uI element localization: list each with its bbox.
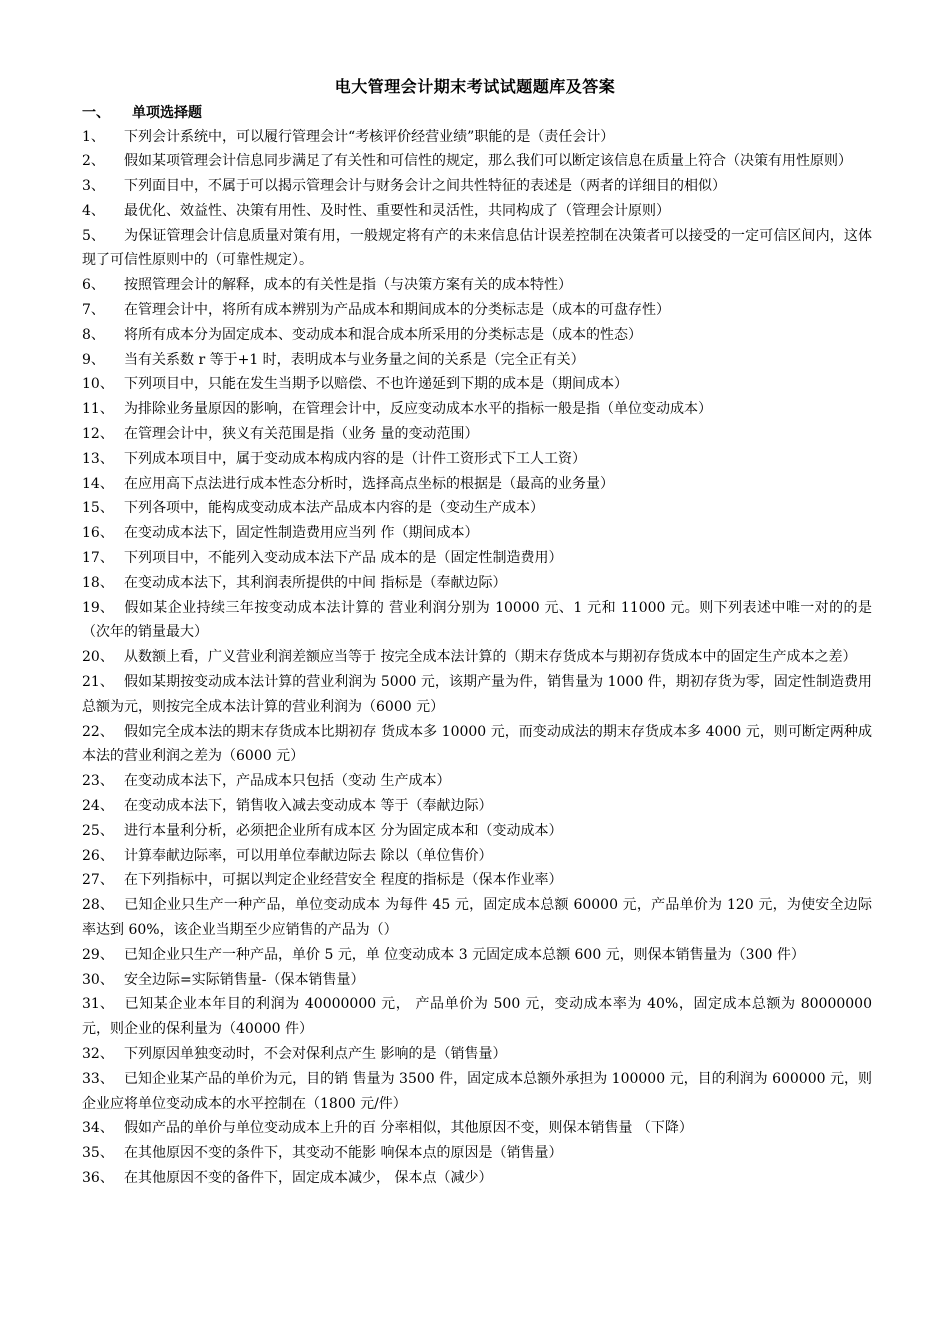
question-number: 15、 (82, 500, 114, 517)
question-item (82, 819, 872, 844)
question-item (82, 844, 872, 869)
question-item (82, 372, 872, 397)
question-item (82, 447, 872, 472)
section-number: 一、 (82, 105, 110, 121)
question-item (82, 397, 872, 422)
question-item (82, 1141, 872, 1166)
question-text: 安全边际=实际销售量-（保本销售量） (124, 971, 365, 988)
question-number: 17、 (82, 550, 114, 567)
question-text: 下列项目中，不能列入变动成本法下产品 成本的是（固定性制造费用） (124, 550, 563, 567)
question-text: 已知企业某产品的单价为元，目的销 售量为 3500 件，固定成本总额外承担为 100000 元，目的利润为 600000 元，则企业应将单位变动成本的水平控制在（1800 元/件） (82, 1070, 872, 1112)
question-text: 按照管理会计的解释，成本的有关性是指（与决策方案有关的成本特性） (124, 277, 572, 294)
question-text: 在变动成本法下，销售收入减去变动成本 等于（奉献边际） (124, 798, 493, 815)
question-number: 10、 (82, 376, 114, 393)
question-text: 在下列指标中，可据以判定企业经营安全 程度的指标是（保本作业率） (124, 872, 563, 889)
question-item (82, 298, 872, 323)
question-number: 27、 (82, 872, 114, 889)
question-text: 下列会计系统中，可以履行管理会计“考核评价经营业绩”职能的是（责任会计） (124, 128, 615, 145)
question-text: 计算奉献边际率，可以用单位奉献边际去 除以（单位售价） (124, 847, 493, 864)
question-text: 假如产品的单价与单位变动成本上升的百 分率相似，其他原因不变，则保本销售量 （下降） (124, 1120, 693, 1137)
question-item (82, 323, 872, 348)
question-text: 当有关系数 r 等于+1 时，表明成本与业务量之间的关系是（完全正有关） (124, 351, 585, 368)
question-text: 下列原因单独变动时，不会对保利点产生 影响的是（销售量） (124, 1045, 507, 1062)
question-number: 24、 (82, 798, 114, 815)
question-number: 12、 (82, 426, 114, 443)
question-item (82, 149, 872, 174)
question-text: 最优化、效益性、决策有用性、及时性、重要性和灵活性，共同构成了（管理会计原则） (124, 202, 670, 219)
question-item (82, 422, 872, 447)
question-text: 下列项目中，只能在发生当期予以赔偿、不也许递延到下期的成本是（期间成本） (124, 376, 628, 393)
question-item (82, 645, 872, 670)
question-text: 在管理会计中，将所有成本辨别为产品成本和期间成本的分类标志是（成本的可盘存性） (124, 302, 670, 319)
question-number: 26、 (82, 847, 114, 864)
question-text: 在其他原因不变的备件下，固定成本减少， 保本点（减少） (124, 1169, 493, 1186)
question-number: 23、 (82, 773, 114, 790)
question-text: 进行本量利分析，必须把企业所有成本区 分为固定成本和（变动成本） (124, 822, 563, 839)
question-item (82, 868, 872, 893)
question-item (82, 1116, 872, 1141)
question-text: 在变动成本法下，固定性制造费用应当列 作（期间成本） (124, 525, 479, 542)
document-title: 电大管理会计期末考试试题题库及答案 (334, 77, 616, 96)
question-item (82, 596, 872, 646)
question-text: 假如某期按变动成本法计算的营业利润为 5000 元，该期产量为件，销售量为 1000 件，期初存货为零，固定性制造费用总额为元，则按完全成本法计算的营业利润为（6000 元） (82, 674, 872, 715)
question-item (82, 794, 872, 819)
question-item (82, 968, 872, 993)
question-number: 21、 (82, 674, 114, 691)
question-text: 假如某项管理会计信息同步满足了有关性和可信性的规定，那么我们可以断定该信息在质量上符合（决策有用性原则） (124, 153, 852, 170)
question-text: 为保证管理会计信息质量对策有用，一般规定将有产的未来信息估计误差控制在决策者可以接受的一定可信区间内，这体现了可信性原则中的（可靠性规定）。 (82, 227, 872, 269)
question-number: 7、 (82, 302, 105, 319)
question-item (82, 472, 872, 497)
question-number: 5、 (82, 227, 105, 244)
question-number: 28、 (82, 897, 114, 914)
question-list (82, 125, 872, 1191)
question-text: 在应用高下点法进行成本性态分析时，选择高点坐标的根据是（最高的业务量） (124, 475, 614, 492)
question-text: 为排除业务量原因的影响，在管理会计中，反应变动成本水平的指标一般是指（单位变动成本） (124, 401, 712, 418)
question-item (82, 670, 872, 720)
question-item (82, 992, 872, 1042)
question-item (82, 224, 872, 274)
question-item (82, 546, 872, 571)
question-number: 13、 (82, 450, 114, 467)
question-text: 在管理会计中，狭义有关范围是指（业务 量的变动范围） (124, 426, 479, 443)
question-item (82, 571, 872, 596)
question-number: 1、 (82, 128, 105, 145)
question-text: 下列成本项目中，属于变动成本构成内容的是（计件工资形式下工人工资） (124, 450, 586, 467)
question-item (82, 769, 872, 794)
question-number: 29、 (82, 946, 114, 963)
question-number: 19、 (82, 599, 114, 616)
question-text: 在变动成本法下，其利润表所提供的中间 指标是（奉献边际） (124, 574, 507, 591)
question-item (82, 1166, 872, 1191)
question-number: 30、 (82, 971, 114, 988)
question-text: 已知企业只生产一种产品，单位变动成本 为每件 45 元，固定成本总额 60000 元，产品单价为 120 元，为使安全边际率达到 60%，该企业当期至少应销售的产品为（） (82, 897, 872, 938)
question-number: 18、 (82, 574, 114, 591)
question-text: 下列面目中，不属于可以揭示管理会计与财务会计之间共性特征的表述是（两者的详细目的相似） (124, 178, 726, 195)
question-item (82, 1067, 872, 1117)
question-number: 36、 (82, 1169, 114, 1186)
question-number: 25、 (82, 822, 114, 839)
question-item (82, 943, 872, 968)
question-item (82, 348, 872, 373)
question-text: 从数额上看，广义营业利润差额应当等于 按完全成本法计算的（期末存货成本与期初存货成本中的固定生产成本之差） (124, 649, 857, 666)
question-item (82, 893, 872, 943)
question-number: 34、 (82, 1120, 114, 1137)
question-item (82, 521, 872, 546)
question-text: 假如完全成本法的期末存货成本比期初存 货成本多 10000 元，而变动成法的期末存货成本多 4000 元，则可断定两种成本法的营业利润之差为（6000 元） (82, 723, 872, 765)
question-text: 在变动成本法下，产品成本只包括（变动 生产成本） (124, 773, 451, 790)
question-number: 16、 (82, 525, 114, 542)
question-number: 33、 (82, 1070, 114, 1087)
question-number: 8、 (82, 326, 105, 343)
section-title: 单项选择题 (132, 105, 202, 121)
question-item (82, 720, 872, 770)
question-number: 3、 (82, 178, 105, 195)
section-heading (82, 102, 202, 124)
question-item (82, 199, 872, 224)
question-number: 32、 (82, 1045, 114, 1062)
question-text: 下列各项中，能构成变动成本法产品成本内容的是（变动生产成本） (124, 500, 544, 517)
question-number: 31、 (82, 996, 114, 1013)
question-text: 假如某企业持续三年按变动成本法计算的 营业利润分别为 10000 元、1 元和 11000 元。则下列表述中唯一对的的是（次年的销量最大） (82, 599, 872, 641)
question-number: 9、 (82, 351, 105, 368)
question-text: 在其他原因不变的条件下，其变动不能影 响保本点的原因是（销售量） (124, 1145, 563, 1162)
question-number: 11、 (82, 401, 114, 418)
question-number: 20、 (82, 649, 114, 666)
question-number: 22、 (82, 723, 114, 740)
question-item (82, 273, 872, 298)
question-item (82, 496, 872, 521)
question-text: 已知企业只生产一种产品，单价 5 元，单 位变动成本 3 元固定成本总额 600 元，则保本销售量为（300 件） (124, 946, 805, 963)
question-item (82, 174, 872, 199)
question-number: 2、 (82, 153, 105, 170)
question-number: 6、 (82, 277, 105, 294)
question-text: 将所有成本分为固定成本、变动成本和混合成本所采用的分类标志是（成本的性态） (124, 326, 642, 343)
question-number: 4、 (82, 202, 105, 219)
question-item (82, 125, 872, 150)
question-item (82, 1042, 872, 1067)
question-number: 14、 (82, 475, 114, 492)
question-text: 已知某企业本年目的利润为 40000000 元， 产品单价为 500 元，变动成本率为 40%，固定成本总额为 80000000 元，则企业的保利量为（40000 件） (82, 996, 872, 1038)
question-number: 35、 (82, 1145, 114, 1162)
